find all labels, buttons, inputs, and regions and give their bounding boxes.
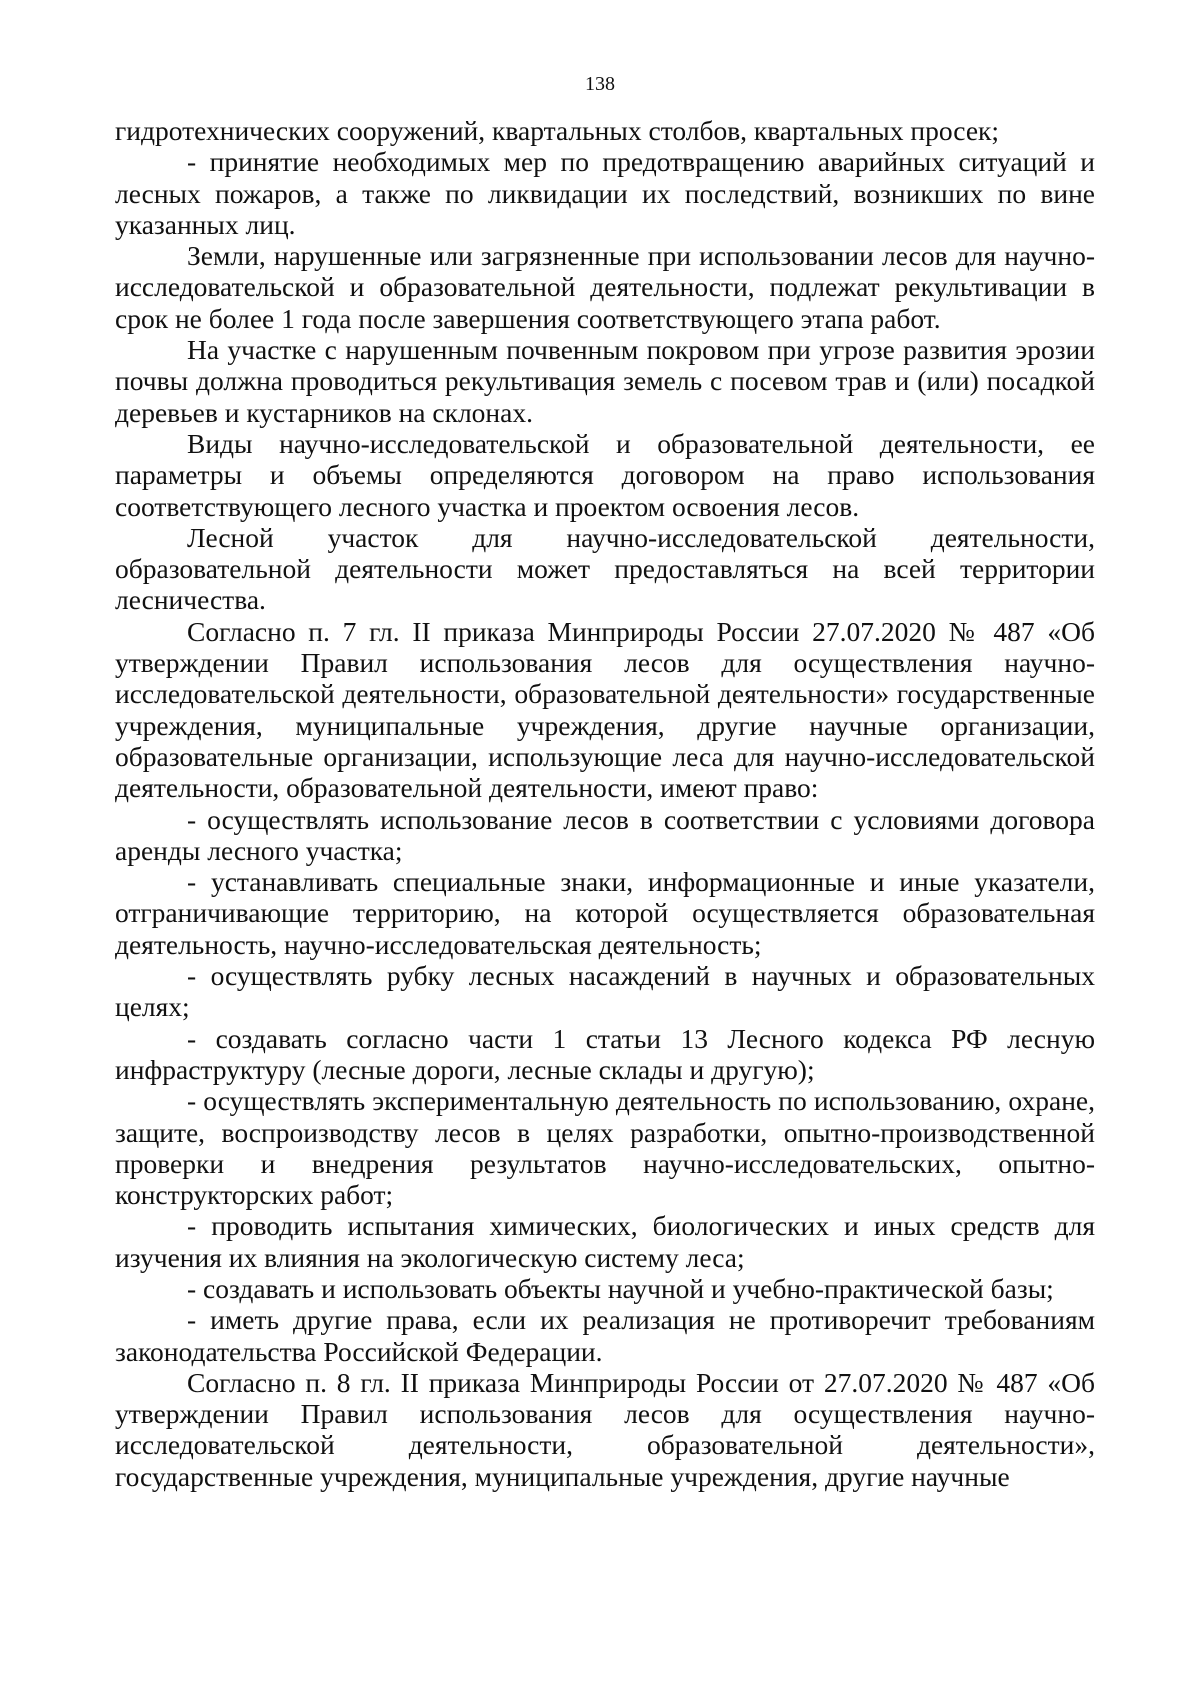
list-item: - осуществлять рубку лесных насаждений в научных и образовательных целях; [115, 960, 1095, 1023]
page-number: 138 [585, 73, 615, 95]
paragraph: Согласно п. 8 гл. II приказа Минприроды России от 27.07.2020 № 487 «Об утверждении Правил использования лесов для осуществления научно-исследовательской деятельности, образовательной деятельности», государственные учреждения, муниципальные учреждения, другие научные [115, 1366, 1095, 1492]
list-item: - иметь другие права, если их реализация не противоречит требованиям законодательства Российской Федерации. [115, 1304, 1095, 1367]
list-item: - устанавливать специальные знаки, информационные и иные указатели, отграничивающие территорию, на которой осуществляется образовательная деятельность, научно-исследовательская деятельность; [115, 866, 1095, 960]
paragraph: Земли, нарушенные или загрязненные при использовании лесов для научно-исследовательской и образовательной деятельности, подлежат рекультивации в срок не более 1 года после завершения соответствующего этапа работ. [115, 240, 1095, 334]
list-item: - проводить испытания химических, биологических и иных средств для изучения их влияния на экологическую систему леса; [115, 1210, 1095, 1273]
list-item: - создавать согласно части 1 статьи 13 Лесного кодекса РФ лесную инфраструктуру (лесные дороги, лесные склады и другую); [115, 1022, 1095, 1085]
paragraph: На участке с нарушенным почвенным покровом при угрозе развития эрозии почвы должна проводиться рекультивация земель с посевом трав и (или) посадкой деревьев и кустарников на склонах. [115, 334, 1095, 428]
list-item: - создавать и использовать объекты научной и учебно-практической базы; [187, 1272, 1054, 1304]
paragraph: Виды научно-исследовательской и образовательной деятельности, ее параметры и объемы определяются договором на право использования соответствующего лесного участка и проектом освоения лесов. [115, 427, 1095, 522]
paragraph: - принятие необходимых мер по предотвращению аварийных ситуаций и лесных пожаров, а также по ликвидации их последствий, возникших по вине указанных лиц. [115, 146, 1095, 240]
list-item: - осуществлять использование лесов в соответствии с условиями договора аренды лесного участка; [115, 803, 1095, 866]
list-item: - осуществлять экспериментальную деятельность по использованию, охране, защите, воспроизводству лесов в целях разработки, опытно-производственной проверки и внедрения результатов научно-исследовательских, опытно-конструкторских работ; [115, 1085, 1095, 1211]
paragraph: гидротехнических сооружений, квартальных столбов, квартальных просек; [115, 115, 1000, 146]
paragraph: Согласно п. 7 гл. II приказа Минприроды России 27.07.2020 № 487 «Об утверждении Правил использования лесов для осуществления научно-исследовательской деятельности, образовательной деятельности» государственные учреждения, муниципальные учреждения, другие научные организации, образовательные организации, использующие леса для научно-исследовательской деятельности, образовательной деятельности, имеют право: [115, 615, 1095, 804]
paragraph: Лесной участок для научно-исследовательской деятельности, образовательной деятельности может предоставляться на всей территории лесничества. [115, 521, 1095, 616]
document-body [115, 115, 1095, 1492]
